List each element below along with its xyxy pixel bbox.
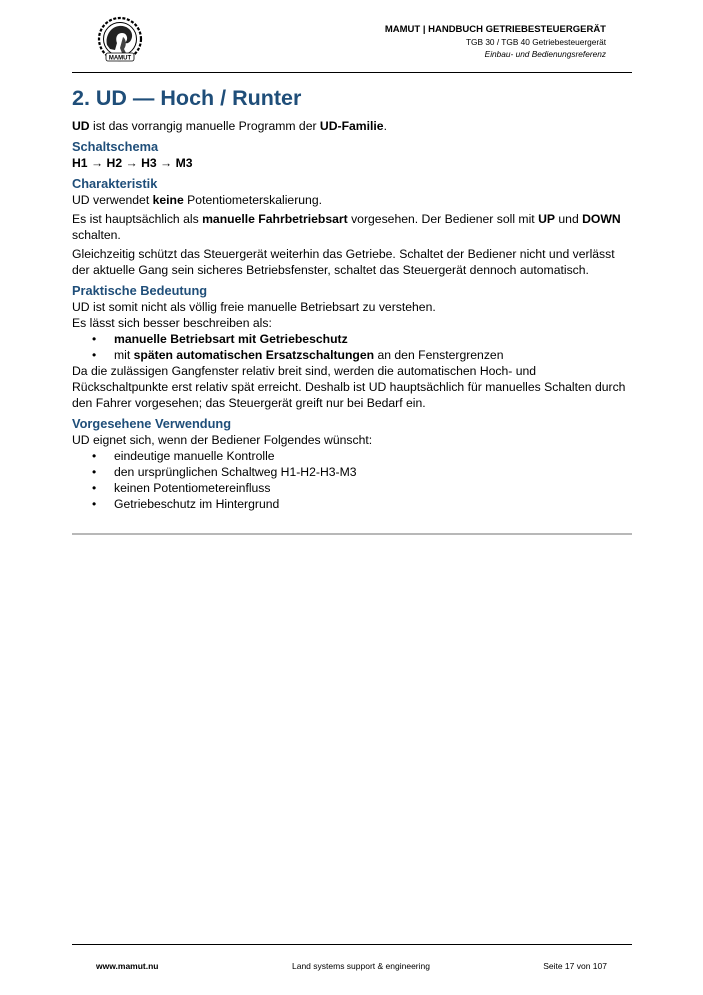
document-title: MAMUT | HANDBUCH GETRIEBESTEUERGERÄT xyxy=(384,24,606,35)
intro-paragraph: UD ist das vorrangig manuelle Programm der UD-Familie. xyxy=(72,119,387,133)
charakteristik-heading: Charakteristik xyxy=(72,176,158,191)
page-number: Seite 17 von 107 xyxy=(543,961,607,971)
praktisch-line-1: UD ist somit nicht als völlig freie manuelle Betriebsart zu verstehen. xyxy=(72,300,436,314)
verwendung-heading: Vorgesehene Verwendung xyxy=(72,416,232,431)
praktisch-line-2: Es lässt sich besser beschreiben als: xyxy=(72,316,272,330)
verwendung-intro: UD eignet sich, wenn der Bediener Folgendes wünscht: xyxy=(72,433,373,447)
section-heading: 2. UD — Hoch / Runter xyxy=(72,86,302,110)
schaltschema-heading: Schaltschema xyxy=(72,139,159,154)
document-subtitle: TGB 30 / TGB 40 Getriebesteuergerät xyxy=(465,37,606,47)
header-divider xyxy=(72,72,632,73)
page-header xyxy=(385,24,606,60)
main-content xyxy=(72,82,634,512)
list-item: • manuelle Betriebsart mit Getriebeschutz xyxy=(114,331,634,347)
document-reference: Einbau- und Bedienungsreferenz xyxy=(484,49,606,59)
verwendung-list xyxy=(72,448,634,512)
footer-tagline: Land systems support & engineering xyxy=(292,961,430,971)
company-logo xyxy=(95,15,145,65)
shift-sequence: H1 → H2 → H3 → M3 xyxy=(72,156,193,170)
praktisch-list xyxy=(72,331,634,363)
section-end-divider xyxy=(72,533,632,535)
logo-text: MAMUT xyxy=(108,55,132,62)
charakteristik-paragraph-3: Gleichzeitig schützt das Steuergerät weiterhin das Getriebe. Schaltet der Bediener nicht und verlässt der aktuelle Gang sein sicheres Betriebsfenster, schaltet das Steuergerät dennoch automatisch. xyxy=(72,247,615,277)
footer-divider xyxy=(72,944,632,945)
charakteristik-paragraph-2: Es ist hauptsächlich als manuelle Fahrbetriebsart vorgesehen. Der Bediener soll mit UP und DOWN schalten. xyxy=(72,212,621,242)
list-item: • eindeutige manuelle Kontrolle xyxy=(114,448,634,464)
praktisch-paragraph: Da die zulässigen Gangfenster relativ breit sind, werden die automatischen Hoch- und Rückschaltpunkte erst relativ spät erreicht. Deshalb ist UD hauptsächlich für manuelles Schalten durch den Fahrer vorgesehen; das Steuergerät greift nur bei Bedarf ein. xyxy=(72,364,626,410)
list-item: • den ursprünglichen Schaltweg H1-H2-H3-M3 xyxy=(114,464,634,480)
list-item: • mit späten automatischen Ersatzschaltungen an den Fenstergrenzen xyxy=(114,347,634,363)
list-item: • Getriebeschutz im Hintergrund xyxy=(114,496,634,512)
list-item: • keinen Potentiometereinfluss xyxy=(114,480,634,496)
footer-website-link[interactable]: www.mamut.nu xyxy=(96,961,159,971)
praktisch-heading: Praktische Bedeutung xyxy=(72,283,208,298)
charakteristik-paragraph-1: UD verwendet keine Potentiometerskalierung. xyxy=(72,193,322,207)
